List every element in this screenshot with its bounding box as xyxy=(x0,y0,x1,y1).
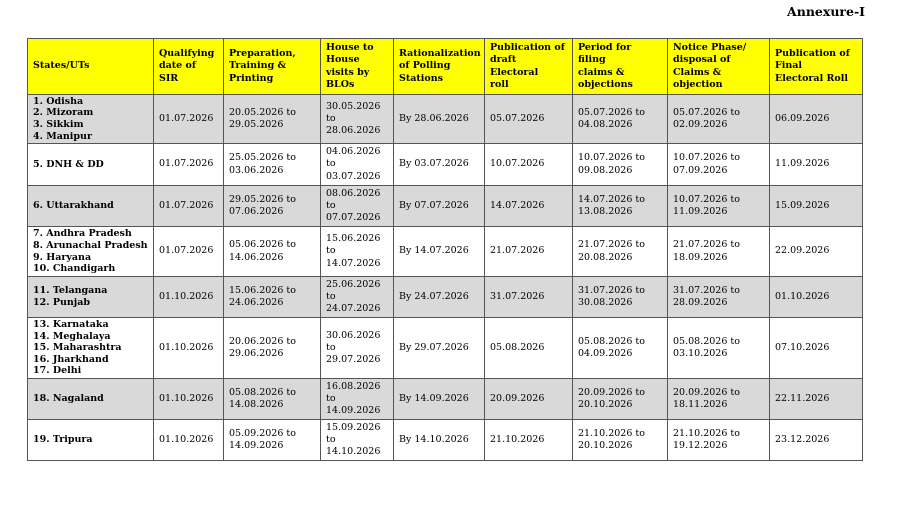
table-row xyxy=(28,318,863,379)
cell-line: to xyxy=(326,392,336,404)
notice-phase-cell xyxy=(668,144,770,186)
state-name: 16. Jharkhand xyxy=(33,353,109,365)
qualifying-date-cell: 01.07.2026 xyxy=(154,186,224,227)
state-name: 9. Haryana xyxy=(33,251,92,263)
cell-line: 14.09.2026 xyxy=(326,405,381,417)
rationalization-cell: By 28.06.2026 xyxy=(394,95,485,144)
rationalization-cell: By 29.07.2026 xyxy=(394,318,485,379)
cell-line: 19.12.2026 xyxy=(673,440,728,451)
cell-line: 03.07.2026 xyxy=(326,170,381,182)
state-name: 8. Arunachal Pradesh xyxy=(33,239,148,251)
final-publication-cell: 06.09.2026 xyxy=(770,95,863,144)
state-name: 18. Nagaland xyxy=(33,393,104,405)
cell-line: 20.08.2026 xyxy=(578,251,633,263)
annexure-label: Annexure-I xyxy=(787,4,865,19)
cell-line: to xyxy=(326,290,336,302)
cell-line: 29.06.2026 xyxy=(229,348,284,359)
house-visits-cell xyxy=(321,186,394,227)
cell-line: 25.06.2026 xyxy=(326,278,381,290)
cell-line: 05.08.2026 to xyxy=(229,386,296,398)
cell-line: 24.07.2026 xyxy=(326,303,381,315)
cell-line: 18.09.2026 xyxy=(673,251,728,263)
cell-line: 24.06.2026 xyxy=(229,297,284,308)
states-cell xyxy=(28,144,154,186)
col-preparation-header xyxy=(224,39,321,95)
claims-period-cell xyxy=(573,227,668,277)
cell-line: 10.07.2026 to xyxy=(578,152,645,164)
header-line: Preparation, xyxy=(229,47,296,59)
claims-period-cell xyxy=(573,318,668,379)
rationalization-cell: By 07.07.2026 xyxy=(394,186,485,227)
header-line: date of SIR xyxy=(159,60,196,84)
header-line: Training & xyxy=(229,60,287,72)
header-line: Publication of xyxy=(490,41,565,53)
qualifying-date-cell: 01.07.2026 xyxy=(154,144,224,186)
header-line: draft Electoral xyxy=(490,54,539,78)
header-line: of Polling xyxy=(399,60,451,72)
preparation-cell xyxy=(224,318,321,379)
col-rationalization-header xyxy=(394,39,485,95)
cell-line: 11.09.2026 xyxy=(673,206,728,217)
cell-line: 04.09.2026 xyxy=(578,348,633,359)
table-row xyxy=(28,227,863,277)
house-visits-cell xyxy=(321,144,394,186)
claims-period-cell xyxy=(573,95,668,144)
cell-line: to xyxy=(326,245,336,257)
col-house-visits-header xyxy=(321,39,394,95)
cell-line: 10.07.2026 to xyxy=(673,152,740,164)
header-line: Stations xyxy=(399,72,443,84)
cell-line: 30.06.2026 xyxy=(326,329,381,341)
cell-line: 03.06.2026 xyxy=(229,164,284,176)
col-notice-phase-header xyxy=(668,39,770,95)
cell-line: 05.07.2026 to xyxy=(578,106,645,118)
cell-line: 29.05.2026 xyxy=(229,119,284,130)
state-name: 14. Meghalaya xyxy=(33,330,111,342)
draft-publication-cell: 31.07.2026 xyxy=(485,277,573,318)
preparation-cell xyxy=(224,186,321,227)
state-name: 19. Tripura xyxy=(33,434,93,446)
header-line: States/UTs xyxy=(33,60,90,72)
cell-line: 20.05.2026 to xyxy=(229,106,296,118)
header-line: visits by xyxy=(326,66,370,78)
header-line: Printing xyxy=(229,72,274,84)
cell-line: 28.09.2026 xyxy=(673,297,728,308)
table-row xyxy=(28,277,863,318)
col-claims-period-header xyxy=(573,39,668,95)
cell-line: 16.08.2026 xyxy=(326,380,381,392)
rationalization-cell: By 14.07.2026 xyxy=(394,227,485,277)
cell-line: to xyxy=(326,112,336,124)
house-visits-cell xyxy=(321,318,394,379)
cell-line: 02.09.2026 xyxy=(673,119,728,130)
draft-publication-cell: 10.07.2026 xyxy=(485,144,573,186)
header-line: Notice Phase/ xyxy=(673,41,747,53)
house-visits-cell xyxy=(321,379,394,420)
col-states-uts-header xyxy=(28,39,154,95)
state-name: 12. Punjab xyxy=(33,297,91,308)
header-line: Rationalization xyxy=(399,47,481,59)
states-cell xyxy=(28,277,154,318)
cell-line: 07.06.2026 xyxy=(229,206,284,217)
cell-line: 18.11.2026 xyxy=(673,399,728,410)
cell-line: 05.09.2026 to xyxy=(229,427,296,439)
notice-phase-cell xyxy=(668,186,770,227)
cell-line: 20.09.2026 to xyxy=(578,386,645,398)
final-publication-cell: 22.09.2026 xyxy=(770,227,863,277)
cell-line: 14.10.2026 xyxy=(326,446,381,458)
rationalization-cell: By 14.09.2026 xyxy=(394,379,485,420)
cell-line: to xyxy=(326,341,336,353)
notice-phase-cell xyxy=(668,95,770,144)
cell-line: 25.05.2026 to xyxy=(229,152,296,164)
qualifying-date-cell: 01.07.2026 xyxy=(154,95,224,144)
cell-line: to xyxy=(326,433,336,445)
header-line: objection xyxy=(673,78,723,90)
cell-line: 05.06.2026 to xyxy=(229,239,296,251)
preparation-cell xyxy=(224,95,321,144)
state-name: 7. Andhra Pradesh xyxy=(33,228,132,240)
cell-line: 14.09.2026 xyxy=(229,440,284,451)
notice-phase-cell xyxy=(668,277,770,318)
state-name: 5. DNH & DD xyxy=(33,158,104,170)
header-line: Period for filing xyxy=(578,41,632,66)
notice-phase-cell xyxy=(668,318,770,379)
notice-phase-cell xyxy=(668,420,770,461)
cell-line: 07.07.2026 xyxy=(326,212,381,224)
preparation-cell xyxy=(224,277,321,318)
cell-line: 21.07.2026 to xyxy=(673,239,740,251)
cell-line: 15.09.2026 xyxy=(326,421,381,433)
cell-line: 13.08.2026 xyxy=(578,206,633,217)
header-row xyxy=(28,39,863,95)
draft-publication-cell: 05.07.2026 xyxy=(485,95,573,144)
cell-line: 30.08.2026 xyxy=(578,297,633,308)
cell-line: 29.07.2026 xyxy=(326,354,381,366)
header-line: Claims & xyxy=(673,66,722,78)
claims-period-cell xyxy=(573,186,668,227)
state-name: 3. Sikkim xyxy=(33,119,84,130)
rationalization-cell: By 03.07.2026 xyxy=(394,144,485,186)
cell-line: 31.07.2026 to xyxy=(578,284,645,296)
table-row xyxy=(28,379,863,420)
claims-period-cell xyxy=(573,420,668,461)
header-line: House to xyxy=(326,41,374,53)
cell-line: 15.06.2026 to xyxy=(229,284,296,296)
table-body xyxy=(28,95,863,461)
cell-line: 14.06.2026 xyxy=(229,251,284,263)
cell-line: 05.08.2026 to xyxy=(673,335,740,347)
claims-period-cell xyxy=(573,144,668,186)
claims-period-cell xyxy=(573,379,668,420)
state-name: 6. Uttarakhand xyxy=(33,200,114,212)
col-qualifying-date-header xyxy=(154,39,224,95)
preparation-cell xyxy=(224,144,321,186)
states-cell xyxy=(28,95,154,144)
cell-line: 09.08.2026 xyxy=(578,164,633,176)
cell-line: 14.07.2026 to xyxy=(578,193,645,205)
final-publication-cell: 22.11.2026 xyxy=(770,379,863,420)
draft-publication-cell: 14.07.2026 xyxy=(485,186,573,227)
cell-line: 04.08.2026 xyxy=(578,119,633,130)
preparation-cell xyxy=(224,227,321,277)
qualifying-date-cell: 01.10.2026 xyxy=(154,318,224,379)
draft-publication-cell: 21.10.2026 xyxy=(485,420,573,461)
cell-line: 03.10.2026 xyxy=(673,348,728,359)
states-cell xyxy=(28,420,154,461)
header-line: Final xyxy=(775,60,803,72)
draft-publication-cell: 21.07.2026 xyxy=(485,227,573,277)
final-publication-cell: 15.09.2026 xyxy=(770,186,863,227)
header-line: roll xyxy=(490,78,509,90)
final-publication-cell: 07.10.2026 xyxy=(770,318,863,379)
states-cell xyxy=(28,379,154,420)
cell-line: 28.06.2026 xyxy=(326,125,381,137)
electoral-roll-schedule-table xyxy=(27,38,863,461)
header-line: disposal of xyxy=(673,54,731,66)
state-name: 11. Telangana xyxy=(33,285,108,297)
final-publication-cell: 11.09.2026 xyxy=(770,144,863,186)
table-row xyxy=(28,186,863,227)
col-draft-publication-header xyxy=(485,39,573,95)
cell-line: 14.07.2026 xyxy=(326,257,381,269)
table-row xyxy=(28,420,863,461)
cell-line: 07.09.2026 xyxy=(673,164,728,176)
qualifying-date-cell: 01.10.2026 xyxy=(154,277,224,318)
col-final-publication-header xyxy=(770,39,863,95)
table-row xyxy=(28,144,863,186)
preparation-cell xyxy=(224,420,321,461)
house-visits-cell xyxy=(321,277,394,318)
cell-line: 21.10.2026 to xyxy=(673,427,740,439)
draft-publication-cell: 20.09.2026 xyxy=(485,379,573,420)
states-cell xyxy=(28,186,154,227)
state-name: 1. Odisha xyxy=(33,95,84,107)
header-line: Electoral Roll xyxy=(775,72,848,84)
states-cell xyxy=(28,318,154,379)
claims-period-cell xyxy=(573,277,668,318)
cell-line: 20.10.2026 xyxy=(578,440,633,451)
cell-line: 20.10.2026 xyxy=(578,399,633,410)
cell-line: 10.07.2026 to xyxy=(673,193,740,205)
header-line: Qualifying xyxy=(159,47,215,59)
cell-line: 15.06.2026 xyxy=(326,233,381,245)
qualifying-date-cell: 01.10.2026 xyxy=(154,379,224,420)
table-row xyxy=(28,95,863,144)
cell-line: 08.06.2026 xyxy=(326,187,381,199)
rationalization-cell: By 24.07.2026 xyxy=(394,277,485,318)
cell-line: 21.10.2026 to xyxy=(578,427,645,439)
qualifying-date-cell: 01.10.2026 xyxy=(154,420,224,461)
cell-line: 20.09.2026 to xyxy=(673,386,740,398)
cell-line: 21.07.2026 to xyxy=(578,239,645,251)
states-cell xyxy=(28,227,154,277)
cell-line: to xyxy=(326,158,336,170)
state-name: 13. Karnataka xyxy=(33,319,109,331)
state-name: 10. Chandigarh xyxy=(33,263,116,275)
notice-phase-cell xyxy=(668,227,770,277)
cell-line: 30.05.2026 xyxy=(326,100,381,112)
state-name: 17. Delhi xyxy=(33,365,82,377)
state-name: 2. Mizoram xyxy=(33,107,94,119)
cell-line: 05.07.2026 to xyxy=(673,106,740,118)
cell-line: 29.05.2026 to xyxy=(229,193,296,205)
cell-line: 31.07.2026 to xyxy=(673,284,740,296)
notice-phase-cell xyxy=(668,379,770,420)
header-line: House xyxy=(326,54,360,66)
cell-line: 14.08.2026 xyxy=(229,399,284,410)
house-visits-cell xyxy=(321,95,394,144)
preparation-cell xyxy=(224,379,321,420)
cell-line: 05.08.2026 to xyxy=(578,335,645,347)
final-publication-cell: 23.12.2026 xyxy=(770,420,863,461)
qualifying-date-cell: 01.07.2026 xyxy=(154,227,224,277)
draft-publication-cell: 05.08.2026 xyxy=(485,318,573,379)
final-publication-cell: 01.10.2026 xyxy=(770,277,863,318)
state-name: 15. Maharashtra xyxy=(33,342,122,354)
cell-line: 20.06.2026 to xyxy=(229,335,296,347)
header-line: claims & xyxy=(578,66,625,78)
header-line: Publication of xyxy=(775,47,850,59)
cell-line: to xyxy=(326,199,336,211)
house-visits-cell xyxy=(321,227,394,277)
header-line: objections xyxy=(578,78,633,90)
rationalization-cell: By 14.10.2026 xyxy=(394,420,485,461)
table-header xyxy=(28,39,863,95)
house-visits-cell xyxy=(321,420,394,461)
header-line: BLOs xyxy=(326,78,355,90)
state-name: 4. Manipur xyxy=(33,130,92,142)
cell-line: 04.06.2026 xyxy=(326,146,381,158)
